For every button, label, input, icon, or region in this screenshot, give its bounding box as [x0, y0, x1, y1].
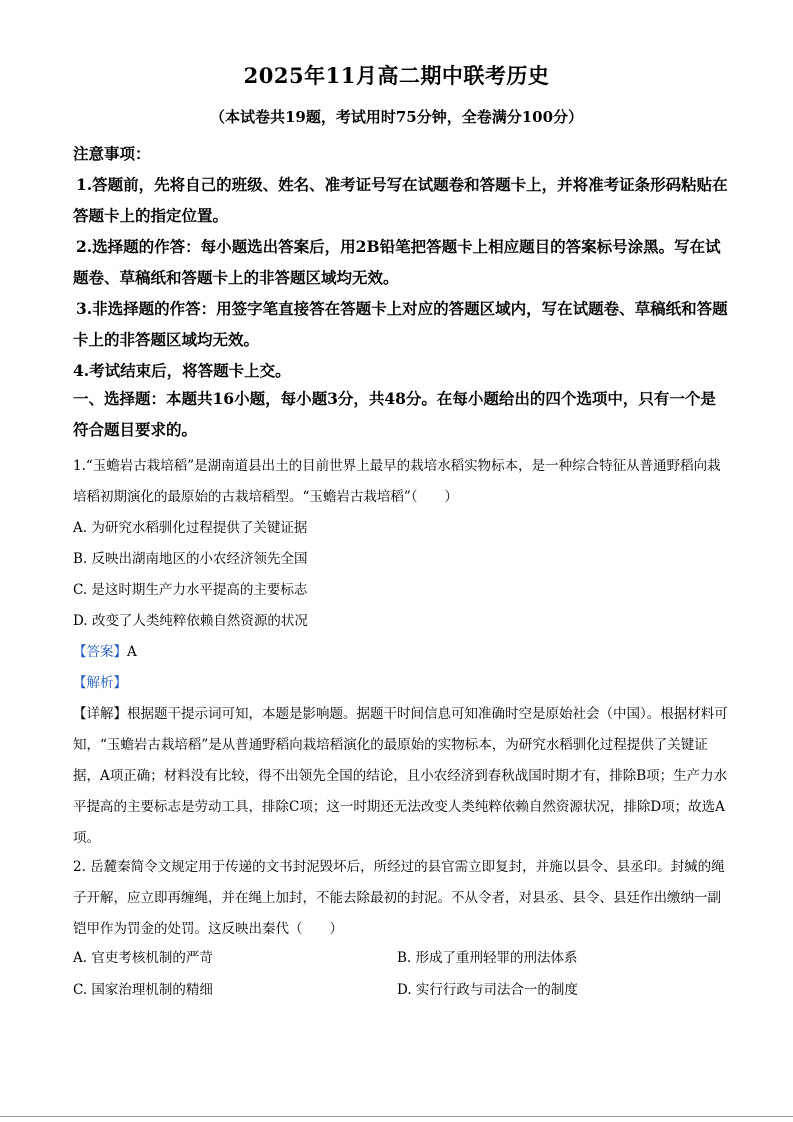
page-title: 2025年11月高二期中联考历史: [243, 63, 550, 88]
question-2-option-a: A. 官吏考核机制的严苛: [73, 950, 213, 966]
question-1: [73, 451, 728, 854]
question-2-option-c: C. 国家治理机制的精细: [73, 982, 213, 998]
question-1-option-c: C. 是这时期生产力水平提高的主要标志: [73, 582, 308, 598]
question-2-option-b: B. 形成了重刑轻罪的刑法体系: [397, 950, 578, 966]
page-bottom-rule: [0, 1116, 793, 1117]
page-subtitle: （本试卷共19题，考试用时75分钟，全卷满分100分）: [209, 108, 584, 126]
section-heading-text: 一、选择题：本题共16小题，每小题3分，共48分。在每小题给出的四个选项中，只有一个是符合题目要求的。: [73, 389, 716, 439]
detail-tag: 【详解】: [73, 706, 127, 722]
section-heading: [73, 383, 728, 445]
notice-item-1: 1.答题前，先将自己的班级、姓名、准考证号写在试题卷和答题卡上，并将准考证条形码粘贴在答题卡上的指定位置。: [73, 175, 728, 225]
notice-item-2: 2.选择题的作答：每小题选出答案后，用2B铅笔把答题卡上相应题目的答案标号涂黑。写在试题卷、草稿纸和答题卡上的非答题区域均无效。: [73, 237, 721, 287]
analysis-tag: 【解析】: [73, 675, 127, 691]
question-1-detail: [73, 699, 728, 854]
question-1-option-a: A. 为研究水稻驯化过程提供了关键证据: [73, 520, 308, 536]
question-1-answer: [73, 637, 728, 668]
question-1-stem: 1.“玉蟾岩古栽培稻”是湖南道县出土的目前世界上最早的栽培水稻实物标本，是一种综合特征从普通野稻向栽培稻初期演化的最原始的古栽培稻型。“玉蟾岩古栽培稻”（ ）: [73, 458, 721, 505]
question-2: [73, 852, 728, 945]
notice-item-3: 3.非选择题的作答：用签字笔直接答在答题卡上对应的答题区域内，写在试题卷、草稿纸和答题卡上的非答题区域均无效。: [73, 299, 728, 349]
answer-tag: 【答案】: [73, 644, 127, 660]
detail-text: 根据题干提示词可知，本题是影响题。据题干时间信息可知准确时空是原始社会（中国）。根据材料可知，“玉蟾岩古栽培稻”是从普通野稻向栽培稻演化的最原始的实物标本，为研究水稻驯化过程提供了关键证据，A项正确；材料没有比较，得不出领先全国的结论，且小农经济到春秋战国时期才有，排除B项；生产力水平提高的主要标志是劳动工具，排除C项；这一时期还无法改变人类纯粹依赖自然资源状况，排除D项；故选A项。: [73, 706, 728, 846]
notice-section: [73, 138, 728, 386]
question-1-analysis: [73, 668, 728, 699]
options-row: [73, 942, 728, 974]
notice-item-4: 4.考试结束后，将答题卡上交。: [73, 361, 291, 380]
question-2-option-d: D. 实行行政与司法合一的制度: [397, 982, 578, 998]
answer-value: A: [127, 644, 137, 660]
question-1-option-b: B. 反映出湖南地区的小农经济领先全国: [73, 551, 308, 567]
notice-heading: 注意事项：: [73, 144, 151, 163]
options-row: [73, 974, 728, 1006]
question-1-option-d: D. 改变了人类纯粹依赖自然资源的状况: [73, 613, 308, 629]
question-2-options: [73, 942, 728, 1006]
question-2-stem: 2. 岳麓秦简令文规定用于传递的文书封泥毁坏后，所经过的县官需立即复封，并施以县令、县丞印。封缄的绳子开解，应立即再缠绳，并在绳上加封，不能去除最初的封泥。不从令者，对县丞、县令、县廷作出缴纳一副铠甲作为罚金的处罚。这反映出秦代（ ）: [73, 859, 725, 937]
